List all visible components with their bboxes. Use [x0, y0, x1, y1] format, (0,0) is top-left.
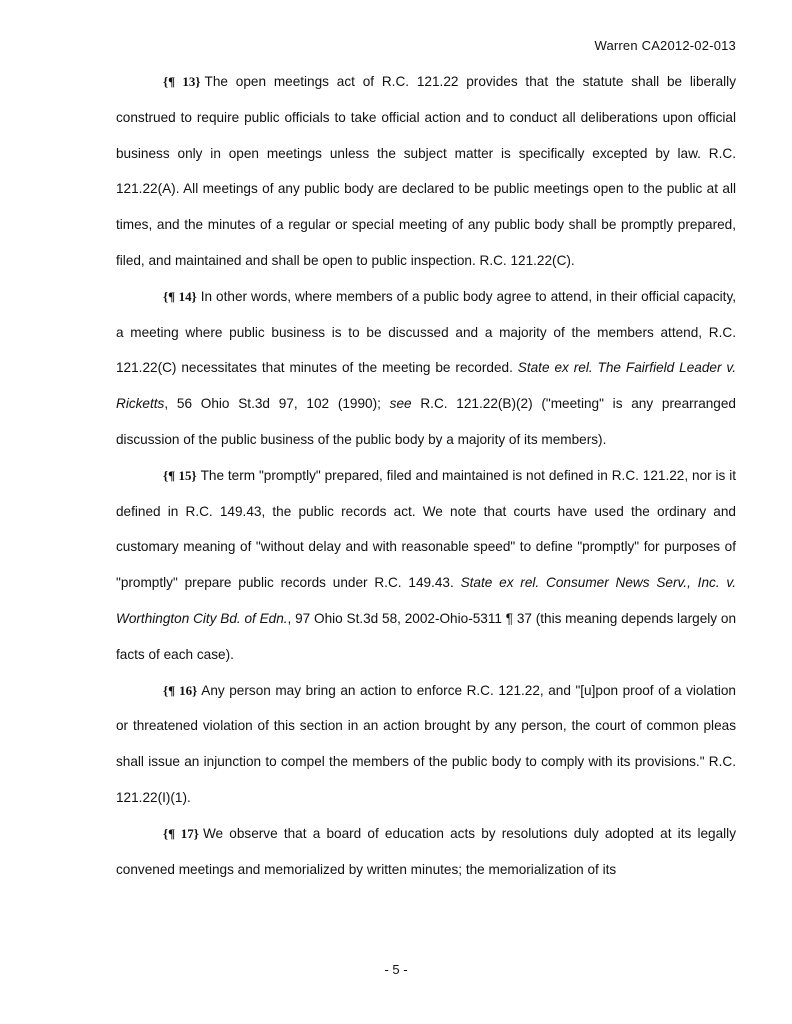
paragraph-text: Any person may bring an action to enforce R.C. 121.22, and "[u]pon proof of a violation or threatened violation of this section in an action brought by any person, the court of common pleas shall issue an injunction to compel the members of the public body to comply with its provisions." R.C. 121.22(I)(1).: [116, 682, 736, 805]
page-number-footer: - 5 -: [384, 962, 408, 977]
case-citation: State ex rel. The Fairfield Leader v. Ricketts: [116, 360, 736, 412]
paragraph-text: R.C. 121.22(B)(2) ("meeting" is any prearranged discussion of the public business of the public body by a majority of its members).: [116, 396, 736, 447]
paragraph-number: {¶ 15}: [163, 467, 197, 483]
opinion-body: [116, 64, 736, 887]
case-citation: State ex rel. Consumer News Serv., Inc. v. Worthington City Bd. of Edn.: [116, 575, 736, 626]
paragraph-text: The term "promptly" prepared, filed and maintained is not defined in R.C. 121.22, nor is it defined in R.C. 149.43, the public records act. We note that courts have used the ordinary and customary meaning of "without delay and with reasonable speed" to define "promptly" for purposes of "promptly" prepare public records under R.C. 149.43.: [116, 467, 737, 591]
paragraph-14: [116, 279, 736, 458]
paragraph-text: We observe that a board of education acts by resolutions duly adopted at its legally convened meetings and memorialized by written minutes; the memorialization of its: [116, 825, 737, 877]
paragraph-number: {¶ 14}: [163, 288, 197, 304]
case-number-header: Warren CA2012-02-013: [594, 38, 736, 53]
paragraph-number: {¶ 17}: [163, 825, 199, 841]
signal-see: see: [389, 396, 412, 412]
paragraph-text: , 97 Ohio St.3d 58, 2002-Ohio-5311 ¶ 37 (this meaning depends largely on facts of each case).: [116, 610, 736, 662]
paragraph-number: {¶ 16}: [163, 682, 198, 698]
paragraph-text: In other words, where members of a public body agree to attend, in their official capacity, a meeting where public business is to be discussed and a majority of the members attend, R.C. 121.22(C) necessitates that minutes of the meeting be recorded.: [116, 288, 737, 376]
paragraph-15: [116, 458, 736, 673]
paragraph-text: The open meetings act of R.C. 121.22 provides that the statute shall be liberally construed to require public officials to take official action and to conduct all deliberations upon official business only in open meetings unless the subject matter is specifically excepted by law. R.C. 121.22(A). All meetings of any public body are declared to be public meetings open to the public at all times, and the minutes of a regular or special meeting of any public body shall be promptly prepared, filed, and maintained and shall be open to public inspection. R.C. 121.22(C).: [116, 74, 736, 268]
paragraph-number: {¶ 13}: [163, 74, 201, 89]
paragraph-text: , 56 Ohio St.3d 97, 102 (1990);: [164, 396, 390, 412]
paragraph-16: [116, 673, 736, 816]
paragraph-17: [116, 816, 736, 888]
paragraph-13: [116, 64, 736, 279]
